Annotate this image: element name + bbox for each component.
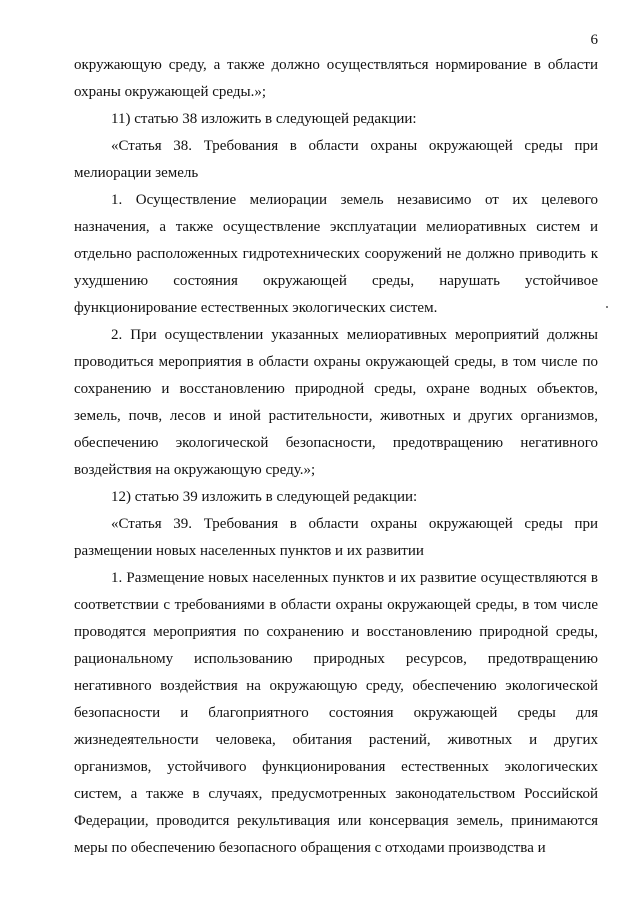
page-number: 6 [590, 32, 598, 48]
article-39-clause-1: 1. Размещение новых населенных пунктов и их развитие осуществляются в соответствии с требованиями в области охраны окружающей среды, в том числе проводятся мероприятия по сохранению и восстановлению природной среды, рациональному использованию природных ресурсов, предотвращению негативного воздействия на окружающую среду, обеспечению экологической безопасности и благоприятного состояния окружающей среды для жизнедеятельности человека, обитания растений, животных и других организмов, устойчивого функционирования естественных экологических систем, а также в случаях, предусмотренных законодательством Российской Федерации, проводится рекультивация или консервация земель, принимаются меры по обеспечению безопасного обращения с отходами производства и [74, 570, 598, 856]
article-39-heading: «Статья 39. Требования в области охраны окружающей среды при размещении новых населенных пунктов и их развитии [74, 516, 598, 559]
article-38-heading: «Статья 38. Требования в области охраны окружающей среды при мелиорации земель [74, 138, 598, 181]
document-body [74, 52, 598, 862]
article-38-clause-1: 1. Осуществление мелиорации земель независимо от их целевого назначения, а также осуществление эксплуатации мелиоративных систем и отдельно расположенных гидротехнических сооружений не должно приводить к ухудшению состояния окружающей среды, нарушать устойчивое функционирование естественных экологических систем. [74, 192, 598, 316]
paragraph-continuation: окружающую среду, а также должно осуществляться нормирование в области охраны окружающей среды.»; [74, 57, 598, 100]
scan-speck [606, 306, 608, 308]
paragraph-item-12: 12) статью 39 изложить в следующей редакции: [111, 489, 418, 505]
article-38-clause-2: 2. При осуществлении указанных мелиоративных мероприятий должны проводиться мероприятия в области охраны окружающей среды, в том числе по сохранению и восстановлению природной среды, охране водных объектов, земель, почв, лесов и иной растительности, животных и других организмов, обеспечению экологической безопасности, предотвращению негативного воздействия на окружающую среду.»; [74, 327, 598, 478]
paragraph-item-11: 11) статью 38 изложить в следующей редакции: [111, 111, 417, 127]
